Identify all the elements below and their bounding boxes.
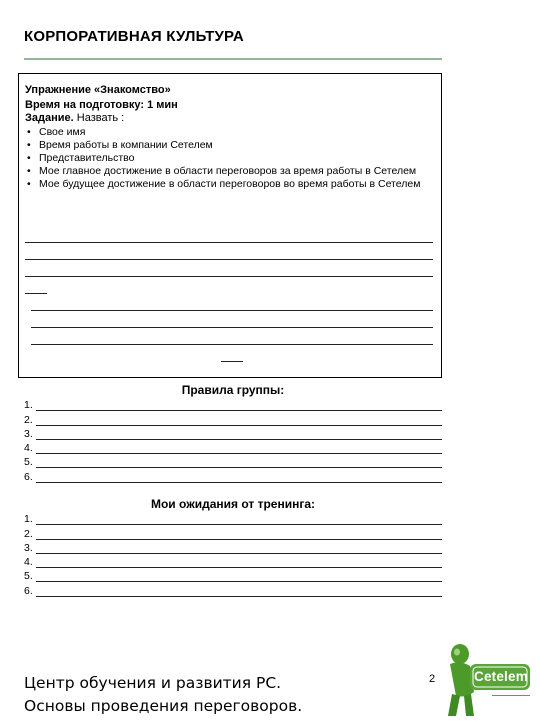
expectations-row[interactable] (24, 568, 442, 582)
expectations-row[interactable] (24, 554, 442, 568)
logo-underline (492, 695, 530, 696)
expectations-row[interactable] (24, 540, 442, 554)
exercise-box (18, 73, 442, 378)
expectations-row[interactable] (24, 511, 442, 525)
answer-line[interactable] (25, 293, 47, 294)
logo-text: Cetelem (474, 669, 528, 684)
list-item (25, 126, 435, 139)
exercise-time: Время на подготовку: 1 мин (25, 99, 178, 111)
row-number: 2. (24, 527, 33, 540)
page-title: КОРПОРАТИВНАЯ КУЛЬТУРА (24, 28, 244, 45)
list-item-text: Мое будущее достижение в области переговоров во время работы в Сетелем (39, 178, 421, 190)
answer-line[interactable] (36, 482, 442, 483)
rules-row[interactable] (24, 411, 442, 425)
row-number: 1. (24, 513, 33, 526)
list-item-text: Мое главное достижение в области переговоров за время работы в Сетелем (39, 165, 417, 177)
answer-line[interactable] (25, 259, 433, 260)
answer-line[interactable] (221, 361, 243, 362)
bullet-icon: • (27, 126, 31, 138)
expectations-list (24, 511, 442, 597)
page-number: 2 (429, 673, 436, 685)
rules-list (24, 397, 442, 483)
exercise-task (25, 112, 124, 124)
task-label: Задание. (25, 112, 74, 124)
row-number: 5. (24, 570, 33, 583)
header-divider (24, 58, 442, 60)
exercise-title: Упражнение «Знакомство» (25, 84, 171, 96)
task-text: Назвать : (76, 112, 125, 124)
exercise-list (25, 126, 435, 191)
bullet-icon: • (27, 139, 31, 151)
row-number: 2. (24, 413, 33, 426)
list-item-text: Свое имя (39, 126, 86, 138)
answer-line[interactable] (31, 344, 433, 345)
row-number: 5. (24, 456, 33, 469)
answer-line[interactable] (31, 310, 433, 311)
row-number: 3. (24, 541, 33, 554)
list-item (25, 152, 435, 165)
bullet-icon: • (27, 152, 31, 164)
answer-line[interactable] (25, 276, 433, 277)
footer-line-1: Центр обучения и развития РС. (24, 674, 282, 692)
answer-line[interactable] (36, 596, 442, 597)
row-number: 4. (24, 556, 33, 569)
rules-row[interactable] (24, 440, 442, 454)
expectations-row[interactable] (24, 582, 442, 596)
answer-line[interactable] (31, 327, 433, 328)
bullet-icon: • (27, 178, 31, 190)
row-number: 4. (24, 442, 33, 455)
footer-text (24, 672, 302, 718)
expectations-row[interactable] (24, 525, 442, 539)
rules-title: Правила группы: (181, 383, 285, 397)
footer-line-2: Основы проведения переговоров. (24, 697, 303, 715)
row-number: 6. (24, 584, 33, 597)
rules-row[interactable] (24, 454, 442, 468)
rules-row[interactable] (24, 468, 442, 482)
rules-row[interactable] (24, 397, 442, 411)
row-number: 6. (24, 470, 33, 483)
expectations-title: Мои ожидания от тренинга: (150, 497, 315, 511)
row-number: 3. (24, 427, 33, 440)
list-item-text: Представительство (39, 152, 135, 164)
rules-row[interactable] (24, 426, 442, 440)
answer-line[interactable] (25, 242, 433, 243)
list-item (25, 178, 435, 191)
row-number: 1. (24, 399, 33, 412)
bullet-icon: • (27, 165, 31, 177)
list-item-text: Время работы в компании Сетелем (39, 139, 213, 151)
cetelem-logo (440, 642, 532, 725)
list-item (25, 165, 435, 178)
list-item (25, 139, 435, 152)
